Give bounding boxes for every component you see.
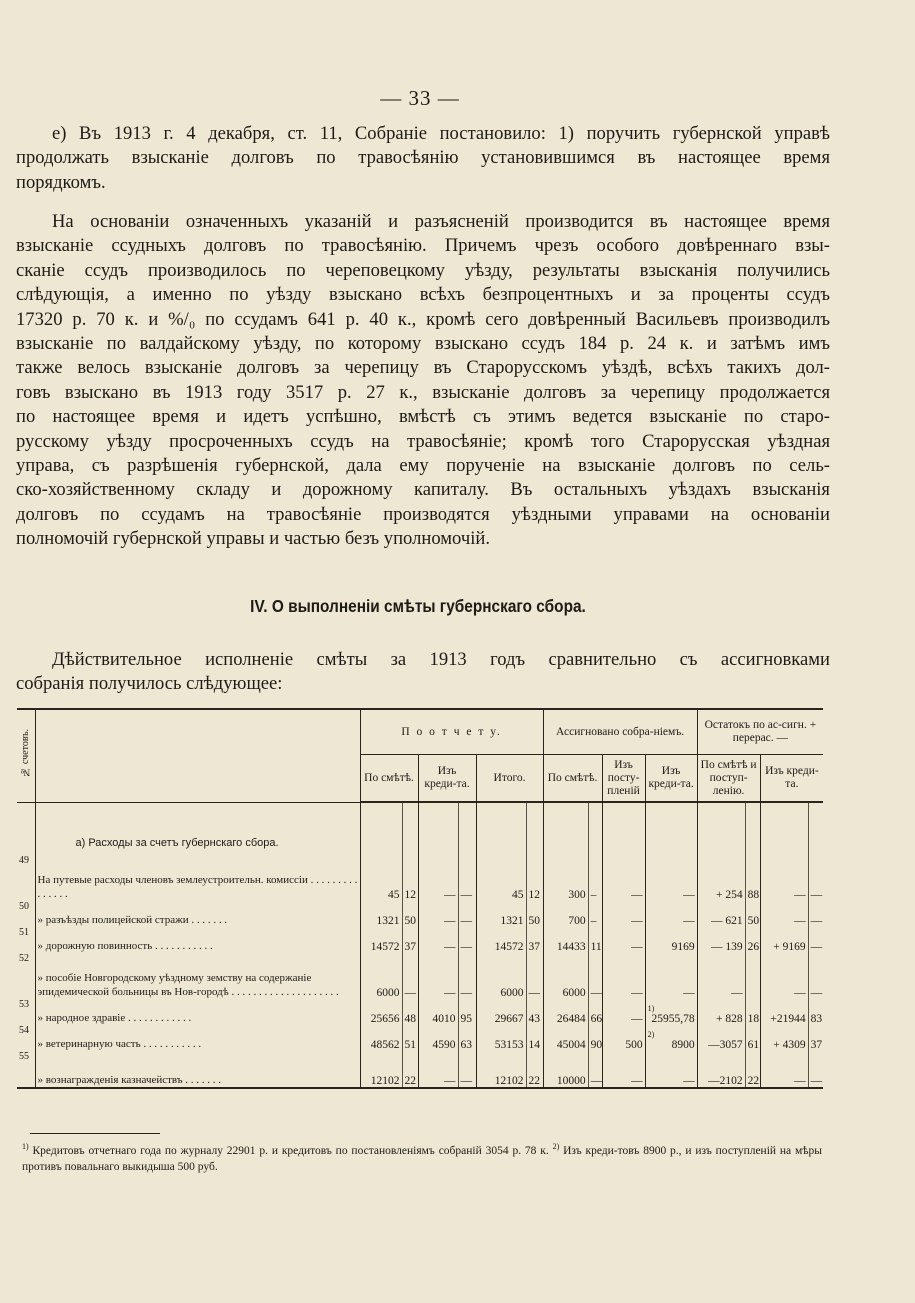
cell-r-cred-k: — — [458, 901, 476, 927]
cell-r-total: 12102 — [476, 1051, 526, 1088]
table-row — [17, 1025, 823, 1051]
cell-a-smeta: 300 — [543, 855, 588, 901]
section-heading: IV. О выполненіи смѣты губернскаго сбора. — [250, 596, 586, 616]
cell-a-cred: — — [645, 855, 697, 901]
table-row — [17, 855, 823, 901]
cell-r-smeta-k: 51 — [402, 1025, 418, 1051]
cell-a-smeta-k: 66 — [588, 999, 602, 1025]
cell-a-cred — [645, 1025, 697, 1051]
footnote-ref: 2) — [647, 1029, 655, 1039]
cell-b-smeta: + 254 — [697, 855, 745, 901]
report-smeta-header: По смѣтѣ. — [360, 755, 418, 803]
cell-r-smeta-k: — — [402, 953, 418, 999]
cell-r-cred: 4010 — [418, 999, 458, 1025]
cell-b-cred: — — [760, 855, 808, 901]
cell-num: 54 — [19, 1024, 29, 1036]
text-line: 17320 р. 70 к. и %/₀ по ссудамъ 641 р. 40 к., кромѣ сего довѣренный Васильевъ производилъ — [16, 308, 830, 330]
cell-b-smeta-k: 61 — [745, 1025, 760, 1051]
text-line: продолжать взысканіе долговъ по травосѣянію установившимся въ настоящее время — [16, 147, 830, 169]
cell-desc: » вознагражденія казначействъ . . . . . . . — [35, 1051, 360, 1088]
cell-b-cred: — — [760, 953, 808, 999]
cell-r-cred: 4590 — [418, 1025, 458, 1051]
cell-a-smeta-k: — — [588, 1051, 602, 1088]
text-line: сканіе ссудъ производилось по череповецкому уѣзду, результаты взысканія получились — [16, 259, 830, 281]
cell-r-total-k: 50 — [526, 901, 543, 927]
text-line: Дѣйствительное исполненіе смѣты за 1913 годъ сравнительно съ ассигновками — [52, 649, 830, 670]
cell-b-cred-k: 37 — [808, 1025, 823, 1051]
cell-r-cred-k: — — [458, 1051, 476, 1088]
cell-r-smeta-k: 37 — [402, 927, 418, 953]
cell-desc: » дорожную повинность . . . . . . . . . . . — [35, 927, 360, 953]
cell-r-cred-k: — — [458, 927, 476, 953]
report-credits-header: Изъ креди-та. — [418, 755, 476, 803]
cell-a-rec: — — [602, 901, 645, 927]
cell-a-rec: — — [602, 999, 645, 1025]
cell-b-smeta-k: 50 — [745, 901, 760, 927]
cell-a-smeta-k: — — [588, 953, 602, 999]
text-line: ско-хозяйственному складу и дорожному капиталу. Въ остальныхъ уѣздахъ взысканія — [16, 479, 830, 501]
cell-a-cred: 9169 — [645, 927, 697, 953]
assigned-receipts-header: Изъ посту-пленій — [602, 755, 645, 803]
cell-b-smeta: + 828 — [697, 999, 745, 1025]
cell-b-smeta: — 621 — [697, 901, 745, 927]
cell-r-total: 14572 — [476, 927, 526, 953]
table-row — [17, 1051, 823, 1088]
cell-a-smeta-k: 90 — [588, 1025, 602, 1051]
cell-r-cred-k: — — [458, 953, 476, 999]
balance-credits-header: Изъ креди-та. — [760, 755, 823, 803]
cell-a-rec: — — [602, 1051, 645, 1088]
cell-num: 49 — [19, 854, 29, 866]
footnote-mark: 1) — [22, 1142, 29, 1151]
cell-r-cred: — — [418, 901, 458, 927]
cell-a-cred: — — [645, 901, 697, 927]
budget-table — [17, 708, 823, 1089]
cell-r-smeta: 6000 — [360, 953, 402, 999]
cell-desc: » пособіе Новгородскому уѣздному земству на содержаніе эпидемической больницы въ Нов-городѣ . . . . . . . . . . . . . . . . . . . . — [35, 953, 360, 999]
text-line: слѣдующія, а именно по уѣзду взыскано всѣхъ безпроцентныхъ и за проценты ссудъ — [16, 284, 830, 306]
cell-a-rec: — — [602, 855, 645, 901]
footnote — [22, 1139, 822, 1175]
cell-r-smeta: 12102 — [360, 1051, 402, 1088]
footnote-rule — [30, 1133, 160, 1134]
cell-num: 50 — [19, 900, 29, 912]
text-line: На основаніи означенныхъ указаній и разъясненій производится въ настоящее время — [52, 211, 830, 232]
table-row — [17, 999, 823, 1025]
cell-r-total-k: 37 — [526, 927, 543, 953]
text-line: взысканіе ссудныхъ долговъ по травосѣянію. Причемъ чрезъ особого довѣреннаго взы- — [16, 235, 830, 257]
cell-r-cred-k: 63 — [458, 1025, 476, 1051]
cell-a-smeta-k: 11 — [588, 927, 602, 953]
cell-r-smeta-k: 48 — [402, 999, 418, 1025]
cell-r-cred: — — [418, 927, 458, 953]
report-group-header: П о о т ч е т у. — [360, 709, 543, 755]
cell-value: 25955,78 — [651, 1012, 695, 1025]
text-line: говъ взыскано въ 1913 году 3517 р. 27 к., взысканіе долговъ за черепицу продолжается — [16, 381, 830, 403]
cell-r-cred-k: — — [458, 855, 476, 901]
cell-b-smeta-k — [745, 953, 760, 999]
cell-a-cred: — — [645, 953, 697, 999]
text-line: взысканіе по валдайскому уѣзду, по которому взыскано ссудъ 184 р. 24 к. и затѣмъ имъ — [16, 333, 830, 355]
paragraph-e — [16, 122, 830, 195]
cell-r-cred-k: 95 — [458, 999, 476, 1025]
cell-a-rec: — — [602, 927, 645, 953]
paragraph-intro — [16, 648, 830, 697]
cell-r-total: 53153 — [476, 1025, 526, 1051]
cell-b-smeta: — — [697, 953, 745, 999]
cell-b-cred-k: 83 — [808, 999, 823, 1025]
page-number: — 33 — — [380, 86, 460, 110]
cell-r-total-k: 43 — [526, 999, 543, 1025]
paragraph-collection — [16, 210, 830, 552]
cell-a-smeta: 700 — [543, 901, 588, 927]
cell-b-smeta: —3057 — [697, 1025, 745, 1051]
cell-desc: » разъѣзды полицейской стражи . . . . . . . — [35, 901, 360, 927]
cell-b-cred: — — [760, 901, 808, 927]
cell-r-total-k: 14 — [526, 1025, 543, 1051]
text-line: порядкомъ. — [16, 171, 106, 193]
cell-b-cred: — — [760, 1051, 808, 1088]
cell-num: 52 — [19, 952, 29, 964]
cell-r-total: 29667 — [476, 999, 526, 1025]
cell-b-smeta: — 139 — [697, 927, 745, 953]
cell-a-smeta-k: – — [588, 901, 602, 927]
cell-r-cred: — — [418, 953, 458, 999]
text-line: управа, съ разрѣшенія губернской, дала ему порученіе на взысканіе долговъ по сель- — [16, 455, 830, 477]
cell-b-cred-k: — — [808, 927, 823, 953]
cell-r-cred: — — [418, 855, 458, 901]
description-header — [35, 709, 360, 802]
table-row — [17, 953, 823, 999]
cell-b-smeta-k: 18 — [745, 999, 760, 1025]
assigned-smeta-header: По смѣтѣ. — [543, 755, 602, 803]
cell-r-total-k: 22 — [526, 1051, 543, 1088]
footnote-ref: 1) — [647, 1003, 655, 1013]
cell-desc: » народное здравіе . . . . . . . . . . . . — [35, 999, 360, 1025]
cell-a-rec: 500 — [602, 1025, 645, 1051]
cell-b-cred: + 9169 — [760, 927, 808, 953]
cell-a-rec: — — [602, 953, 645, 999]
cell-a-smeta: 26484 — [543, 999, 588, 1025]
cell-r-smeta-k: 50 — [402, 901, 418, 927]
cell-desc: На путевые расходы членовъ землеустроительн. комиссіи . . . . . . . . . . . . . . . — [35, 855, 360, 901]
cell-b-cred-k: — — [808, 855, 823, 901]
cell-a-smeta: 45004 — [543, 1025, 588, 1051]
cell-a-cred — [645, 999, 697, 1025]
cell-a-cred: — — [645, 1051, 697, 1088]
table-row — [17, 901, 823, 927]
footnote-text: Кредитовъ отчетнаго года по журналу 22901 р. и кредитовъ по постановленіямъ собраній 3054 р. 78 к. — [28, 1144, 553, 1157]
balance-smeta-header: По смѣтѣ и поступ-ленію. — [697, 755, 760, 803]
cell-b-smeta-k: 22 — [745, 1051, 760, 1088]
cell-a-smeta: 14433 — [543, 927, 588, 953]
cell-b-cred-k: — — [808, 901, 823, 927]
text-line: собранія получилось слѣдующее: — [16, 673, 283, 695]
cell-num: 55 — [17, 1051, 35, 1088]
cell-b-cred: +21944 — [760, 999, 808, 1025]
account-number-header: № счетовъ. — [17, 709, 35, 802]
text-line: по настоящее время и идетъ успѣшно, вмѣстѣ съ этимъ ведется взысканіе по старо- — [16, 406, 830, 428]
cell-r-total-k: 12 — [526, 855, 543, 901]
table-row — [17, 927, 823, 953]
footnote-text: Изъ креди-товъ 8900 р., и изъ поступленій на мѣры противъ повальнаго выкидыша 500 руб. — [22, 1144, 822, 1173]
cell-a-smeta: 10000 — [543, 1051, 588, 1088]
cell-r-total: 6000 — [476, 953, 526, 999]
text-line: также велось взысканіе долговъ за черепицу въ Старорусскомъ уѣздѣ, всѣхъ такихъ дол- — [16, 357, 830, 379]
cell-b-smeta: —2102 — [697, 1051, 745, 1088]
cell-r-cred: — — [418, 1051, 458, 1088]
cell-a-smeta-k: – — [588, 855, 602, 901]
cell-r-smeta: 25656 — [360, 999, 402, 1025]
text-line: полномочій губернской управы и частью безъ уполномочій. — [16, 528, 490, 550]
section-title: а) Расходы за счетъ губернскаго сбора. — [35, 802, 360, 855]
cell-b-cred-k: — — [808, 953, 823, 999]
text-line: долговъ по ссудамъ на травосѣяніе производятся уѣздными управами на основаніи — [16, 503, 830, 525]
cell-r-total-k: — — [526, 953, 543, 999]
cell-a-smeta: 6000 — [543, 953, 588, 999]
cell-r-smeta: 1321 — [360, 901, 402, 927]
cell-r-smeta: 45 — [360, 855, 402, 901]
assigned-group-header: Ассигновано собра-ніемъ. — [543, 709, 697, 755]
text-line: русскому уѣзду просроченныхъ ссудъ на травосѣяніе; кромѣ того Старорусская уѣздная — [16, 430, 830, 452]
cell-r-total: 1321 — [476, 901, 526, 927]
cell-desc: » ветеринарную часть . . . . . . . . . . . — [35, 1025, 360, 1051]
cell-r-smeta-k: 22 — [402, 1051, 418, 1088]
assigned-credits-header: Изъ креди-та. — [645, 755, 697, 803]
cell-b-smeta-k: 26 — [745, 927, 760, 953]
cell-r-smeta-k: 12 — [402, 855, 418, 901]
cell-b-smeta-k: 88 — [745, 855, 760, 901]
cell-num: 51 — [19, 926, 29, 938]
cell-value: 8900 — [671, 1038, 695, 1051]
cell-b-cred-k: — — [808, 1051, 823, 1088]
cell-r-smeta: 48562 — [360, 1025, 402, 1051]
cell-num: 53 — [19, 998, 29, 1010]
footnote-mark: 2) — [552, 1142, 560, 1151]
cell-r-total: 45 — [476, 855, 526, 901]
cell-r-smeta: 14572 — [360, 927, 402, 953]
report-total-header: Итого. — [476, 755, 543, 803]
cell-b-cred: + 4309 — [760, 1025, 808, 1051]
text-line: е) Въ 1913 г. 4 декабря, ст. 11, Собраніе постановило: 1) поручить губернской управѣ — [52, 123, 830, 144]
balance-group-header: Остатокъ по ас-сигн. + перерас. — — [697, 709, 823, 755]
